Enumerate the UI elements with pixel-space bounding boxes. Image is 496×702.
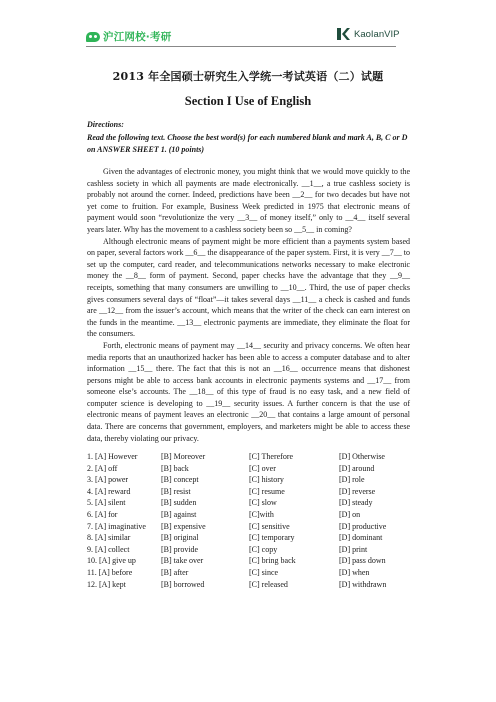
option-row-7 (87, 521, 410, 533)
passage (87, 166, 410, 444)
k-logo-icon (336, 27, 350, 41)
option-c: [C] copy (249, 544, 278, 554)
hujiang-brand-text: 沪江网校·考研 (103, 31, 172, 43)
option-c: [C]with (249, 509, 274, 519)
option-d: [D] productive (339, 521, 387, 531)
option-c: [C] slow (249, 498, 277, 508)
option-a: 8. [A] similar (87, 533, 131, 543)
option-row-3 (87, 474, 410, 486)
option-a: 12. [A] kept (87, 579, 126, 589)
option-a: 2. [A] off (87, 463, 118, 473)
option-c: [C] released (249, 579, 288, 589)
header-divider (86, 46, 396, 47)
option-c: [C] bring back (249, 556, 296, 566)
option-c: [C] Therefore (249, 452, 294, 461)
option-row-12 (87, 579, 410, 591)
option-a: 11. [A] before (87, 567, 133, 577)
option-a: 5. [A] silent (87, 498, 126, 508)
directions-text: Read the following text. Choose the best word(s) for each numbered blank and mark A, B, C or D on ANSWER SHEET 1. (10 points) (87, 132, 408, 154)
answer-options (87, 451, 410, 590)
option-b: [B] Moreover (161, 452, 206, 461)
passage-paragraph-2: Although electronic means of payment might be more efficient than a payments system based on paper, several factors work __6__ the disappearance of the paper system. First, it is very __7__ to set up the computer, card reader, and telecommunications networks necessary to make electronic money the __8__ form of payment. Second, paper checks have the advantage that they __9__ receipts, something that many consumers are unwilling to __10__. Third, the use of paper checks gives consumers several days of “float”—it takes several days __11__ a check is cashed and funds are __12__ from the issuer’s account, which means that the writer of the check can earn interest on the funds in the meantime. __13__ electronic payments are immediate, they eliminate the float for the consumers. (87, 236, 410, 339)
option-d: [D] reverse (339, 486, 376, 496)
hujiang-logo (86, 29, 171, 44)
directions-block (87, 119, 410, 157)
option-b: [B] against (161, 509, 197, 519)
option-b: [B] provide (161, 544, 199, 554)
brand-header (0, 0, 496, 52)
option-c: [C] history (249, 475, 284, 485)
option-c: [C] since (249, 567, 279, 577)
option-a: 10. [A] give up (87, 556, 136, 566)
option-b: [B] after (161, 567, 189, 577)
option-row-11 (87, 567, 410, 579)
option-b: [B] back (161, 463, 189, 473)
option-d: [D] on (339, 509, 361, 519)
option-a: 4. [A] reward (87, 486, 131, 496)
kaoyan-vip-text: KaoIanVIP (354, 28, 400, 40)
option-row-6 (87, 509, 410, 521)
option-b: [B] sudden (161, 498, 197, 508)
option-d: [D] withdrawn (339, 579, 387, 589)
option-d: [D] when (339, 567, 370, 577)
option-row-1 (87, 451, 410, 463)
option-c: [C] sensitive (249, 521, 290, 531)
option-row-10 (87, 555, 410, 567)
option-d: [D] Otherwise (339, 452, 385, 461)
option-d: [D] around (339, 463, 375, 473)
option-a: 1. [A] However (87, 452, 138, 461)
option-b: [B] expensive (161, 521, 206, 531)
directions-heading: Directions: (87, 120, 124, 129)
option-a: 7. [A] imaginative (87, 521, 146, 531)
option-row-8 (87, 532, 410, 544)
option-d: [D] steady (339, 498, 373, 508)
option-d: [D] print (339, 544, 368, 554)
option-row-4 (87, 486, 410, 498)
exam-title: 2013 年全国硕士研究生入学统一考试英语（二）试题 (112, 70, 384, 83)
option-d: [D] pass down (339, 556, 386, 566)
option-a: 6. [A] for (87, 509, 118, 519)
option-b: [B] borrowed (161, 579, 205, 589)
option-b: [B] resist (161, 486, 191, 496)
option-b: [B] concept (161, 475, 199, 485)
option-d: [D] dominant (339, 533, 383, 543)
option-c: [C] over (249, 463, 276, 473)
option-c: [C] temporary (249, 533, 295, 543)
option-a: 9. [A] collect (87, 544, 130, 554)
kaoyan-vip-logo (336, 27, 399, 41)
option-b: [B] take over (161, 556, 204, 566)
passage-paragraph-3: Forth, electronic means of payment may __14__ security and privacy concerns. We often hear media reports that an unauthorized hacker has been able to access a computer database and to alter information __15__ there. The fact that this is not an __16__ occurrence means that dishonest persons might be able to access bank accounts in electronic payments systems and __17__ from someone else’s accounts. The __18__ of this type of fraud is no easy task, and a new field of computer science is developing to __19__ security issues. A further concern is that the use of electronic means of payment leaves an electronic __20__ that contains a large amount of personal data. There are concerns that government, employers, and marketers might be able to access these data, thereby violating our privacy. (87, 340, 410, 443)
option-row-2 (87, 463, 410, 475)
option-row-5 (87, 497, 410, 509)
option-d: [D] role (339, 475, 365, 485)
option-a: 3. [A] power (87, 475, 129, 485)
option-c: [C] resume (249, 486, 285, 496)
option-row-9 (87, 544, 410, 556)
option-b: [B] original (161, 533, 199, 543)
passage-paragraph-1: Given the advantages of electronic money, you might think that we would move quickly to the cashless society in which all payments are made electronically. __1__, a true cashless society is probably not around the corner. Indeed, predictions have been __2__ for two decades but have not yet come to fruition. For example, Business Week predicted in 1975 that electronic means of payment would soon “revolutionize the very __3__ of money itself,” only to __4__ itself several years later. Why has the movement to a cashless society been so __5__ in coming? (87, 167, 410, 234)
chat-bubble-icon (86, 32, 100, 42)
section-title: Section I Use of English (184, 94, 312, 108)
